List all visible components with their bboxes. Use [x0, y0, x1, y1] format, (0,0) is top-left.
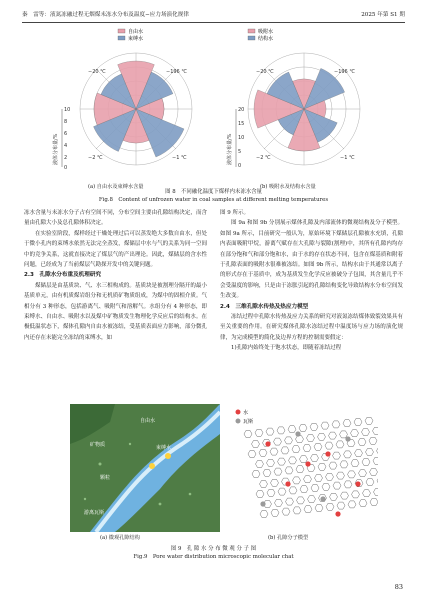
molecule — [355, 481, 360, 486]
section-heading-2-4: 2.4 三维孔隙水传热及热应力模型 — [220, 303, 309, 310]
axis-label: 液体分布量/% — [227, 133, 233, 165]
fig8b-sublabel: (b) 吸附水及结构水含量 — [260, 184, 316, 190]
legend-water-icon — [236, 410, 241, 415]
paragraph: 图 9a 和图 9b 分别展示煤体孔隙及内部流体的微观结构及分子模型。如图 9a 所示，目前研究一般认为，原始环境下煤储层孔隙被水充填，孔隙内表面吸附甲烷，游离气赋存在大孔隙与裂隙(割理)中，其所有孔隙内均存在部分饱和气和部分饱和水，由于水的存在状态不同，包含在煤基质和附着于孔隙表面的吸附水很难被冻结。如图 9b 所示，结构水由于其通常以离子的形式存在于基质中，成为基质发生化学反应被破分子包围，其含量几乎不会受温度的影响，只是由于冻胀引起的孔隙结构变化导致结构水分布空间发生改变。 — [220, 220, 403, 300]
fig8-caption-en: Fig.8 Content of unfrozen water in coal samples at different melting temperatures — [98, 197, 329, 203]
fig9-panel-a — [70, 404, 220, 540]
temp-label: −20 ℃ — [88, 69, 106, 75]
page-number: 83 — [394, 583, 403, 591]
molecule — [320, 496, 325, 501]
header-issue: 2025 年第 S1 期 — [361, 12, 405, 18]
temp-label: −1 ℃ — [340, 155, 355, 161]
paragraph: 冻结过程中孔隙水传热及应力关系的研究对液氮冻结煤体致裂效果具有至关重要的作用。在研究煤体孔隙水冻结过程中温度场与应力场的演化规律，为完成模型的简化及边界方程的控制需要假定： — [220, 314, 403, 341]
legend-label: 结构水 — [258, 36, 274, 42]
temp-label: −196 ℃ — [334, 69, 355, 75]
fig8-panel-b — [222, 27, 382, 190]
tick: 10 — [64, 107, 71, 113]
axis-label: 液体分布量/% — [53, 133, 59, 165]
tick: 10 — [238, 135, 245, 141]
molecule — [305, 461, 310, 466]
tick: 0 — [64, 165, 68, 171]
tick: 8 — [64, 119, 68, 125]
paragraph: 在实验室阶段，煤样经过干燥处理过后可以蒸发绝大多数自由水，但处于微小孔内的束缚水依然无法完全蒸发，煤储层中水与气的关系为同一空间中的竞争关系，这就直接决定了煤层气的产出理论。因此，煤储层的含水性问题，已经成为了当前煤层气勘探开发中的关键问题。 — [24, 230, 207, 269]
right-column — [220, 208, 403, 354]
legend-label: 水 — [243, 410, 249, 416]
legend-swatch-bound — [118, 36, 125, 40]
label-mineral: 矿物质 — [90, 442, 106, 448]
tick: 0 — [238, 163, 242, 169]
rose-chart-b — [222, 27, 382, 187]
micro-pore-illustration — [70, 404, 220, 532]
left-column — [24, 208, 207, 343]
fig8-caption-cn: 图 8 不同融化温度下煤样内未冻水含量 — [165, 189, 262, 195]
tick: 20 — [238, 107, 245, 113]
label-bound-water: 束缚水 — [156, 445, 172, 451]
tick: 4 — [64, 143, 68, 149]
legend-gas-icon — [236, 419, 241, 424]
tick: 15 — [238, 121, 245, 127]
fig9-panel-b — [228, 404, 378, 540]
legend-label: 束缚水 — [128, 36, 144, 42]
fig8-panel-a — [48, 27, 208, 190]
fig9a-sublabel: (a) 微观孔隙结构 — [100, 535, 140, 541]
paragraph: 图 9 所示。 — [220, 210, 249, 216]
legend-label: 自由水 — [128, 29, 144, 35]
legend-label: 瓦斯 — [243, 419, 254, 425]
fig8a-sublabel: (a) 自由水及束缚水含量 — [88, 184, 144, 190]
tick: 5 — [238, 149, 242, 155]
temp-label: −196 ℃ — [166, 69, 187, 75]
temp-label: −2 ℃ — [256, 155, 271, 161]
temp-label: −20 ℃ — [256, 69, 274, 75]
header-title: 秦 雷等：液氮冻融过程无烟煤未冻水分布及温度−应力场演化规律 — [22, 12, 189, 18]
paragraph: 冻水含量与未冻水分子占有空间不同，分布空间主要由孔隙结构决定，而含量由孔隙大小及总孔隙体积决定。 — [24, 210, 207, 227]
tick: 2 — [64, 155, 68, 161]
paragraph: 1)孔隙内始终处于饱水状态，即随着冻结过程 — [231, 345, 342, 352]
legend-swatch-free — [118, 29, 125, 33]
label-free-gas: 游离瓦斯 — [84, 510, 105, 516]
tick: 6 — [64, 131, 68, 137]
fig9b-sublabel: (b) 孔隙分子模型 — [268, 535, 309, 541]
label-free-water: 自由水 — [140, 418, 156, 424]
label-particle: 颗粒 — [100, 475, 111, 481]
molecule — [325, 451, 330, 456]
legend-label: 吸附水 — [258, 29, 274, 35]
molecule — [335, 511, 340, 516]
pore-molecular-model — [228, 404, 378, 532]
rose-chart-a — [48, 27, 208, 187]
molecule — [345, 436, 350, 441]
section-heading-2-3: 2.3 孔隙水分布重及机理研究 — [24, 272, 102, 279]
running-header — [22, 8, 405, 23]
temp-label: −2 ℃ — [88, 155, 103, 161]
fig9-caption-en: Fig.9 Pore water distribution microscopic molecular chat — [133, 554, 294, 560]
legend-swatch-structural — [248, 36, 255, 40]
paragraph: 煤储层是由基质块、气、水三相构成的。基质块是被割理分隔开的最小基质单元，由有机质煤岩组分和无机质矿物质组成，为煤中的固相介质。气相分有 3 种形态，包括游离气、吸附气和溶解气。水组分有 4 种形态，即束缚水、自由水、吸附水以及煤中矿物质发生物理化学反应后的结构水。在极低温状态下，煤体孔隙内自由水被冻结，受基质表面应力影响，部分微孔内还存在未能完全冻结的束缚水，如 — [24, 282, 207, 341]
legend-swatch-adsorbed — [248, 29, 255, 33]
fig9-caption-cn: 图 9 孔 隙 水 分 布 微 观 分 子 图 — [170, 546, 257, 552]
molecule — [260, 501, 265, 506]
molecule — [285, 481, 290, 486]
molecule — [295, 431, 300, 436]
temp-label: −1 ℃ — [172, 155, 187, 161]
molecule — [265, 441, 270, 446]
